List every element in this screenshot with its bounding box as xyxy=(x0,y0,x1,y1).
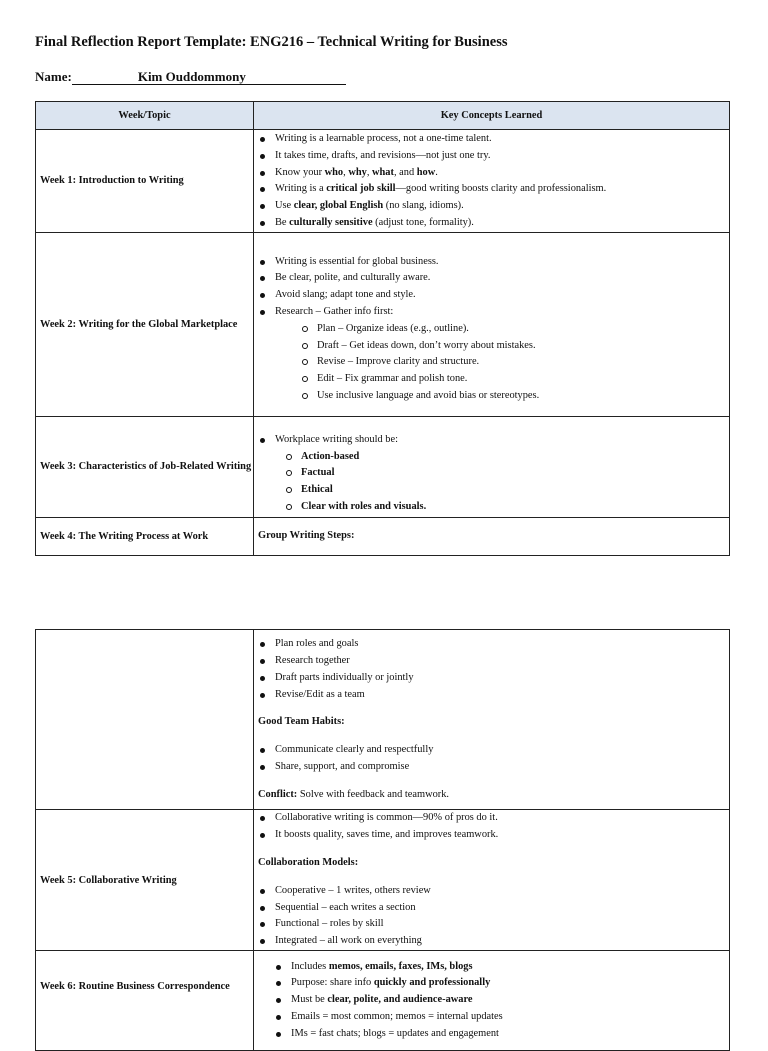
table-row-week-4 xyxy=(36,517,730,555)
week-5-models-list xyxy=(258,883,729,950)
topic-week-2: Week 2: Writing for the Global Marketplace xyxy=(36,232,254,416)
list-item: Communicate clearly and respectfully xyxy=(258,742,729,759)
week-3-bullet-list xyxy=(258,432,729,449)
conflict-label: Conflict: xyxy=(258,788,298,800)
list-item xyxy=(258,1009,729,1026)
list-item: Workplace writing should be: xyxy=(258,432,729,449)
list-item xyxy=(258,1026,729,1043)
bold-text: clear, global English xyxy=(293,200,384,212)
concepts-week-5 xyxy=(254,810,730,951)
list-item: Writing is essential for global business. xyxy=(258,254,729,271)
list-item: Draft parts individually or jointly xyxy=(258,670,729,687)
conflict-text: Solve with feedback and teamwork. xyxy=(297,788,450,800)
table-row-week-2 xyxy=(36,232,730,416)
list-item: Edit – Fix grammar and polish tone. xyxy=(258,371,729,388)
bold-text: who xyxy=(324,166,344,178)
table-row-week-6 xyxy=(36,951,730,1051)
list-item: Plan roles and goals xyxy=(258,636,729,653)
list-item: Be clear, polite, and culturally aware. xyxy=(258,270,729,287)
table-row-week-3 xyxy=(36,416,730,517)
table-row-week-5 xyxy=(36,810,730,951)
topic-week-6: Week 6: Routine Business Correspondence xyxy=(36,951,254,1051)
list-item: Action-based xyxy=(258,449,729,466)
list-item: Sequential – each writes a section xyxy=(258,900,729,917)
list-item: Research together xyxy=(258,653,729,670)
text-run: (adjust tone, formality). xyxy=(372,216,474,228)
list-item xyxy=(258,975,729,992)
list-item: Revise/Edit as a team xyxy=(258,687,729,704)
text-run: Writing is a xyxy=(275,183,327,195)
text-run: Includes xyxy=(291,960,329,972)
concepts-week-1 xyxy=(254,130,730,233)
text-run: Purpose: share info xyxy=(291,977,374,989)
list-item: Ethical xyxy=(258,482,729,499)
list-item: Revise – Improve clarity and structure. xyxy=(258,354,729,371)
reflection-table-page-2 xyxy=(35,629,730,1051)
week-6-bullet-list xyxy=(258,959,729,1043)
list-item xyxy=(258,992,729,1009)
collaboration-models-heading: Collaboration Models: xyxy=(258,856,359,868)
bold-text: quickly and professionally xyxy=(373,977,491,989)
table-row-week-4-continued xyxy=(36,630,730,810)
week-2-bullet-list xyxy=(258,254,729,321)
text-run: Know your xyxy=(275,166,325,178)
text-run: , and xyxy=(393,166,417,178)
list-item: Functional – roles by skill xyxy=(258,916,729,933)
name-line xyxy=(35,69,346,85)
list-item: Use inclusive language and avoid bias or stereotypes. xyxy=(258,388,729,405)
list-item xyxy=(258,165,729,182)
list-item: Collaborative writing is common—90% of pros do it. xyxy=(258,810,729,827)
header-week-topic: Week/Topic xyxy=(36,102,254,130)
text-run: (no slang, idioms). xyxy=(383,200,464,212)
text-run: Must be xyxy=(291,994,328,1006)
bold-text: clear, polite, and audience-aware xyxy=(327,994,473,1006)
week-3-sub-bullet-list xyxy=(258,449,729,516)
bold-text: why xyxy=(348,166,367,178)
list-item: Share, support, and compromise xyxy=(258,759,729,776)
list-item: Plan – Organize ideas (e.g., outline). xyxy=(258,321,729,338)
table-row-week-1 xyxy=(36,130,730,233)
week-4-steps-list xyxy=(258,636,729,703)
week-5-bullet-list xyxy=(258,810,729,844)
text-run: —good writing boosts clarity and professionalism. xyxy=(395,183,607,195)
concepts-week-4-start xyxy=(254,517,730,555)
concepts-week-4 xyxy=(254,630,730,810)
list-item: It boosts quality, saves time, and improves teamwork. xyxy=(258,827,729,844)
list-item xyxy=(258,198,729,215)
conflict-line xyxy=(258,787,729,803)
document-title: Final Reflection Report Template: ENG216 – Technical Writing for Business xyxy=(35,34,508,50)
list-item xyxy=(258,215,729,232)
concepts-week-6 xyxy=(254,951,730,1051)
list-item: Factual xyxy=(258,465,729,482)
concepts-week-3 xyxy=(254,416,730,517)
text-run: Use xyxy=(275,200,294,212)
bold-text: how xyxy=(416,166,436,178)
text-run: , xyxy=(343,166,349,178)
reflection-table-page-1 xyxy=(35,101,730,556)
topic-week-4: Week 4: The Writing Process at Work xyxy=(36,517,254,555)
week-2-sub-bullet-list xyxy=(258,321,729,405)
week-4-habits-list xyxy=(258,742,729,776)
topic-week-4-continued xyxy=(36,630,254,810)
bold-text: critical job skill xyxy=(326,183,396,195)
name-value: Kim Ouddommony xyxy=(72,70,346,85)
text-run: Emails = most common; memos = internal updates xyxy=(291,1010,503,1022)
text-run: Writing is a learnable process, not a one-time talent. xyxy=(275,133,492,144)
text-run: Be xyxy=(275,216,290,228)
list-item: Clear with roles and visuals. xyxy=(258,499,729,516)
topic-week-1: Week 1: Introduction to Writing xyxy=(36,130,254,233)
list-item: Cooperative – 1 writes, others review xyxy=(258,883,729,900)
list-item xyxy=(258,148,729,165)
topic-week-5: Week 5: Collaborative Writing xyxy=(36,810,254,951)
name-label: Name: xyxy=(35,69,72,84)
group-writing-heading: Group Writing Steps: xyxy=(258,530,355,542)
text-run: , xyxy=(366,166,373,178)
list-item: Research – Gather info first: xyxy=(258,304,729,321)
text-run: It takes time, drafts, and revisions—not just one try. xyxy=(275,149,491,161)
bold-text: memos, emails, faxes, IMs, blogs xyxy=(328,960,473,972)
header-key-concepts: Key Concepts Learned xyxy=(254,102,730,130)
list-item: Draft – Get ideas down, don’t worry about mistakes. xyxy=(258,338,729,355)
bold-text: what xyxy=(372,166,394,178)
text-run: IMs = fast chats; blogs = updates and engagement xyxy=(291,1027,499,1039)
list-item: Integrated – all work on everything xyxy=(258,933,729,950)
list-item xyxy=(258,131,729,148)
bold-text: culturally sensitive xyxy=(289,216,373,228)
topic-week-3: Week 3: Characteristics of Job-Related Writing xyxy=(36,416,254,517)
list-item xyxy=(258,959,729,976)
text-run: . xyxy=(435,166,438,178)
table-header-row xyxy=(36,102,730,130)
concepts-week-2 xyxy=(254,232,730,416)
week-1-bullet-list xyxy=(258,131,729,232)
list-item: Avoid slang; adapt tone and style. xyxy=(258,287,729,304)
list-item xyxy=(258,181,729,198)
team-habits-heading: Good Team Habits: xyxy=(258,716,345,728)
